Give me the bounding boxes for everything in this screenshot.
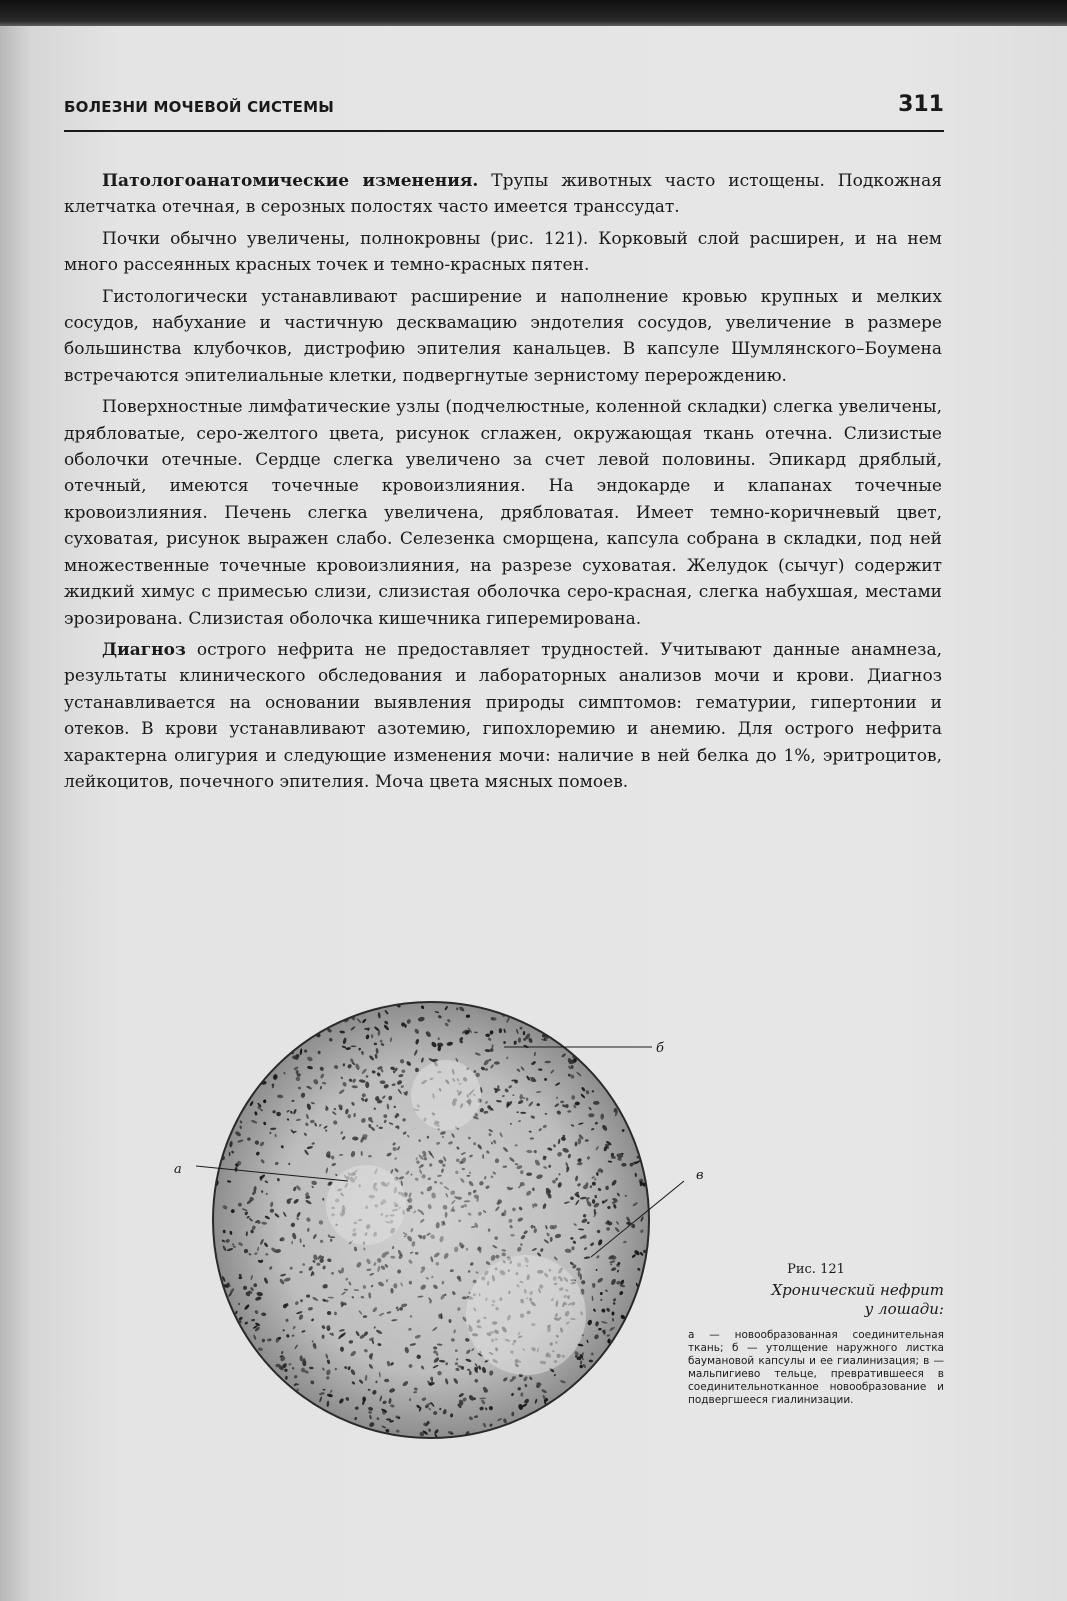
body-text <box>64 168 942 800</box>
hyalinized-area <box>326 1165 406 1245</box>
page-number: 311 <box>898 92 944 117</box>
tissue-nucleus <box>445 1294 447 1296</box>
paragraph-text: Почки обычно увеличены, полнокровны (рис. 121). Корковый слой расширен, и на нем много рассеянных красных точек и темно-красных пятен. <box>64 228 942 276</box>
tissue-nucleus <box>438 1037 440 1040</box>
tissue-nucleus <box>533 1061 536 1063</box>
running-header <box>64 92 944 132</box>
figure-label-v: в <box>696 1168 704 1183</box>
tissue-nucleus <box>384 1379 389 1383</box>
figure-label-b: б <box>656 1041 664 1056</box>
micrograph-figure <box>174 985 666 1455</box>
tissue-nucleus <box>350 1046 356 1048</box>
figure-label-v-wrap <box>696 1168 704 1183</box>
paragraph-pathology <box>64 168 942 221</box>
figure-label-a: а <box>174 1162 182 1177</box>
caption-legend: а — новообразованная соединительная ткань; б — утолщение наружного листка баумановой капсулы и ее гиалинизация; в — мальпигиево тельце, превратившееся в соединительнотканное новообразование и подвергшееся гиалинизации. <box>688 1329 944 1406</box>
tissue-nucleus <box>368 1389 371 1391</box>
tissue-nucleus <box>469 1371 471 1375</box>
tissue-nucleus <box>510 1234 514 1236</box>
tissue-nucleus <box>520 1112 526 1114</box>
paragraph-text: острого нефрита не предоставляет трудностей. Учитывают данные анамнеза, результаты клинического обследования и лабораторных анализов мочи и крови. Диагноз устанавливается на основании выявления природы симптомов: гематурии, гипертонии и отеков. В крови устанавливают азотемию, гипохлоремию и анемию. Для острого нефрита характерна олигурия и следующие изменения мочи: наличие в ней белка до 1%, эритроцитов, лейкоцитов, почечного эпителия. Моча цвета мясных помоев. <box>64 639 942 792</box>
caption-title <box>688 1281 944 1319</box>
paragraph-lead: Диагноз <box>102 639 186 660</box>
paragraph-lead: Патологоанатомические изменения. <box>102 171 479 191</box>
caption-number: Рис. 121 <box>787 1262 845 1277</box>
hyalinized-area <box>466 1255 586 1375</box>
caption-title-line1: Хронический нефрит <box>771 1281 944 1299</box>
figure-caption <box>688 1262 944 1407</box>
paragraph-text: Поверхностные лимфатические узлы (подчелюстные, коленной складки) слегка увеличены, дрябловатые, серо-желтого цвета, рисунок сглажен, окружающая ткань отечна. Слизистые оболочки отечные. Сердце слегка увеличено за счет левой половины. Эпикард дряблый, отечный, имеются точечные кровоизлияния. На эндокарде и клапанах точечные кровоизлияния. Печень слегка увеличена, дрябловатая. Имеет темно-коричневый цвет, суховатая, рисунок выражен слабо. Селезенка сморщена, капсула собрана в складки, под ней множественные точечные кровоизлияния, на разрезе суховатая. Желудок (сычуг) содержит жидкий химус с примесью слизи, слизистая оболочка серо-красная, слегка набухшая, местами эрозирована. Слизистая оболочка кишечника гиперемирована. <box>64 397 942 629</box>
paragraph-text: Трупы животных часто истощены. Подкожная клетчатка отечная, в серозных полостях часто имеется транссудат. <box>64 171 942 218</box>
hyalinized-area <box>411 1060 481 1130</box>
paragraph-organs <box>64 394 942 632</box>
paragraph-text: Гистологически устанавливают расширение и наполнение кровью крупных и мелких сосудов, набухание и частичную десквамацию эндотелия сосудов, увеличение в размере большинства клубочков, дистрофию эпителия канальцев. В капсуле Шумлянского–Боумена встречаются эпителиальные клетки, подвергнутые зернистому перерождению. <box>64 286 942 386</box>
tissue-nucleus <box>594 1195 597 1198</box>
section-title: БОЛЕЗНИ МОЧЕВОЙ СИСТЕМЫ <box>64 98 335 116</box>
tissue-nucleus <box>364 1028 369 1030</box>
tissue-nucleus <box>571 1065 574 1069</box>
paragraph-histology <box>64 284 942 390</box>
paragraph-diagnosis <box>64 637 942 795</box>
caption-title-line2: у лошади: <box>864 1300 944 1318</box>
paragraph-kidneys <box>64 226 942 279</box>
